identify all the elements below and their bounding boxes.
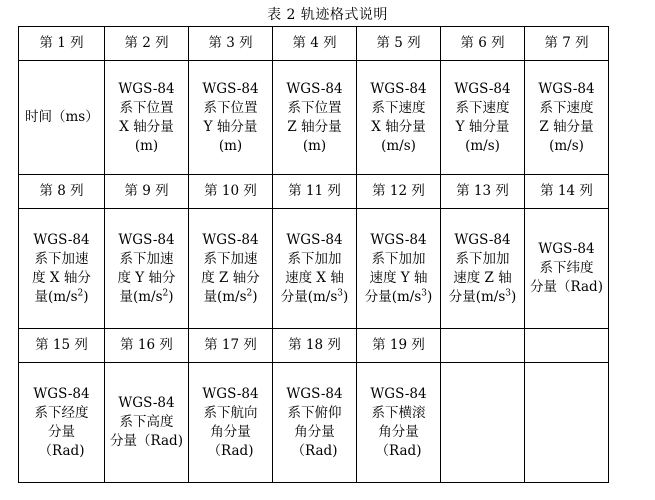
column-index-cell: 第 2 列	[105, 27, 189, 61]
field-description-cell	[357, 209, 441, 329]
cell-text-line: WGS-84	[286, 231, 343, 248]
cell-text-line: WGS-84	[202, 80, 259, 97]
field-description-cell	[19, 61, 105, 175]
cell-text-line: WGS-84	[370, 80, 427, 97]
unit-base: 分量(m/s	[280, 288, 338, 305]
cell-text-line: WGS-84	[202, 385, 259, 402]
cell-text-line: WGS-84	[118, 231, 175, 248]
unit-exponent: 3	[337, 288, 343, 298]
cell-text-line: 系下速度	[371, 99, 426, 116]
cell-text-line: 速度 Z 轴	[453, 269, 512, 286]
cell-text-line: （Rad)	[291, 442, 338, 459]
table-header-row	[19, 175, 609, 209]
unit-exponent: 2	[162, 288, 169, 298]
column-index-cell: 第 14 列	[525, 175, 609, 209]
cell-text-line: 速度 Y 轴	[369, 269, 428, 286]
column-index-cell	[525, 329, 609, 363]
column-index-cell: 第 4 列	[273, 27, 357, 61]
column-index-cell: 第 13 列	[441, 175, 525, 209]
column-index-cell: 第 16 列	[105, 329, 189, 363]
field-description-cell	[189, 363, 273, 483]
cell-text-line: （Rad)	[207, 442, 254, 459]
field-description-cell	[273, 61, 357, 175]
unit-close: )	[343, 288, 349, 305]
field-description-cell	[105, 61, 189, 175]
field-description-cell	[525, 61, 609, 175]
unit-base: 量(m/s	[203, 288, 247, 305]
cell-text-line: 角分量	[294, 423, 335, 440]
cell-text-line: WGS-84	[118, 80, 175, 97]
cell-text-line: Z 轴分量	[539, 118, 594, 135]
cell-text-line: 系下加速	[34, 250, 89, 267]
cell-text-line	[357, 288, 440, 307]
column-index-cell: 第 11 列	[273, 175, 357, 209]
unit-base: 分量(m/s	[448, 288, 506, 305]
cell-text-line	[273, 288, 356, 307]
field-description-cell	[357, 61, 441, 175]
column-index-cell: 第 3 列	[189, 27, 273, 61]
cell-text-line: WGS-84	[118, 395, 175, 411]
table-header-row	[19, 329, 609, 363]
table-header-row	[19, 27, 609, 61]
cell-text-line: 分量	[48, 423, 75, 440]
cell-text-line: 时间（ms）	[25, 109, 99, 125]
table-caption: 表 2 轨迹格式说明	[267, 7, 388, 23]
cell-text-line: 系下高度	[119, 414, 174, 430]
column-index-cell	[441, 329, 525, 363]
cell-text-line: （Rad)	[375, 442, 422, 459]
column-index-cell: 第 9 列	[105, 175, 189, 209]
cell-text-line: 系下加加	[287, 250, 342, 267]
column-index-cell: 第 18 列	[273, 329, 357, 363]
unit-exponent: 3	[505, 288, 511, 298]
field-description-cell	[441, 61, 525, 175]
column-index-cell: 第 5 列	[357, 27, 441, 61]
cell-text-line: WGS-84	[538, 241, 595, 257]
column-index-cell: 第 17 列	[189, 329, 273, 363]
field-description-cell	[525, 363, 609, 483]
cell-text-line: 系下航向	[203, 404, 258, 421]
cell-text-line: 系下速度	[539, 99, 594, 116]
unit-close: )	[427, 288, 433, 305]
unit-base: 量(m/s	[34, 288, 78, 305]
cell-text-line: WGS-84	[33, 385, 90, 402]
field-description-cell	[19, 363, 105, 483]
cell-text-line: 系下加速	[119, 250, 174, 267]
cell-text-line	[189, 288, 272, 307]
column-index-cell: 第 7 列	[525, 27, 609, 61]
field-description-cell	[273, 209, 357, 329]
unit-exponent: 2	[77, 288, 84, 298]
field-description-cell	[189, 61, 273, 175]
unit-base: 分量(m/s	[364, 288, 422, 305]
unit-close: )	[168, 288, 174, 305]
cell-text-line: 系下横滚	[371, 404, 426, 421]
cell-text-line: （Rad)	[38, 442, 85, 459]
unit-close: )	[83, 288, 89, 305]
cell-text-line: X 轴分量	[119, 118, 174, 135]
table-row	[19, 61, 609, 175]
cell-text-line: Y 轴分量	[203, 118, 258, 135]
unit-close: )	[511, 288, 517, 305]
cell-text-line: 系下速度	[455, 99, 510, 116]
column-index-cell: 第 19 列	[357, 329, 441, 363]
table-row	[19, 209, 609, 329]
cell-text-line: 系下加加	[371, 250, 426, 267]
column-index-cell: 第 10 列	[189, 175, 273, 209]
cell-text-line: 系下加加	[455, 250, 510, 267]
cell-text-line: 系下位置	[203, 99, 258, 116]
cell-text-line: 系下位置	[287, 99, 342, 116]
cell-text-line: 系下纬度	[539, 260, 594, 276]
unit-exponent: 3	[421, 288, 427, 298]
column-index-cell: 第 1 列	[19, 27, 105, 61]
field-description-cell	[441, 209, 525, 329]
cell-text-line: WGS-84	[454, 80, 511, 97]
cell-text-line: Y 轴分量	[455, 118, 510, 135]
field-description-cell	[357, 363, 441, 483]
unit-close: )	[252, 288, 258, 305]
cell-text-line: (m)	[302, 137, 327, 154]
cell-text-line: 角分量	[378, 423, 419, 440]
cell-text-line: (m/s)	[381, 137, 416, 154]
cell-text-line: X 轴分量	[371, 118, 426, 135]
field-description-cell	[105, 363, 189, 483]
unit-exponent: 2	[246, 288, 253, 298]
cell-text-line: (m)	[218, 137, 243, 154]
cell-text-line: 度 X 轴分	[32, 269, 91, 286]
cell-text-line: 分量（Rad)	[110, 433, 183, 449]
cell-text-line: (m/s)	[465, 137, 500, 154]
cell-text-line: 系下位置	[119, 99, 174, 116]
cell-text-line: 系下俯仰	[287, 404, 342, 421]
cell-text-line: WGS-84	[33, 231, 90, 248]
cell-text-line: 系下经度	[34, 404, 89, 421]
column-index-cell: 第 15 列	[19, 329, 105, 363]
unit-base: 量(m/s	[119, 288, 163, 305]
cell-text-line: 速度 X 轴	[285, 269, 344, 286]
cell-text-line: WGS-84	[202, 231, 259, 248]
cell-text-line: (m)	[134, 137, 159, 154]
cell-text-line	[105, 288, 188, 307]
cell-text-line: Z 轴分量	[287, 118, 342, 135]
cell-text-line: WGS-84	[370, 385, 427, 402]
cell-text-line: WGS-84	[286, 80, 343, 97]
field-description-cell	[105, 209, 189, 329]
cell-text-line: WGS-84	[370, 231, 427, 248]
field-description-cell	[19, 209, 105, 329]
trajectory-format-table	[18, 26, 609, 483]
cell-text-line: 分量（Rad)	[530, 279, 603, 295]
column-index-cell: 第 12 列	[357, 175, 441, 209]
cell-text-line: 度 Z 轴分	[201, 269, 260, 286]
cell-text-line	[19, 288, 104, 307]
field-description-cell	[441, 363, 525, 483]
column-index-cell: 第 8 列	[19, 175, 105, 209]
column-index-cell: 第 6 列	[441, 27, 525, 61]
cell-text-line: WGS-84	[538, 80, 595, 97]
cell-text-line: 角分量	[210, 423, 251, 440]
cell-text-line: (m/s)	[549, 137, 584, 154]
cell-text-line: 系下加速	[203, 250, 258, 267]
field-description-cell	[189, 209, 273, 329]
cell-text-line: WGS-84	[454, 231, 511, 248]
cell-text-line: WGS-84	[286, 385, 343, 402]
cell-text-line	[441, 288, 524, 307]
field-description-cell	[273, 363, 357, 483]
field-description-cell	[525, 209, 609, 329]
table-row	[19, 363, 609, 483]
cell-text-line: 度 Y 轴分	[117, 269, 176, 286]
